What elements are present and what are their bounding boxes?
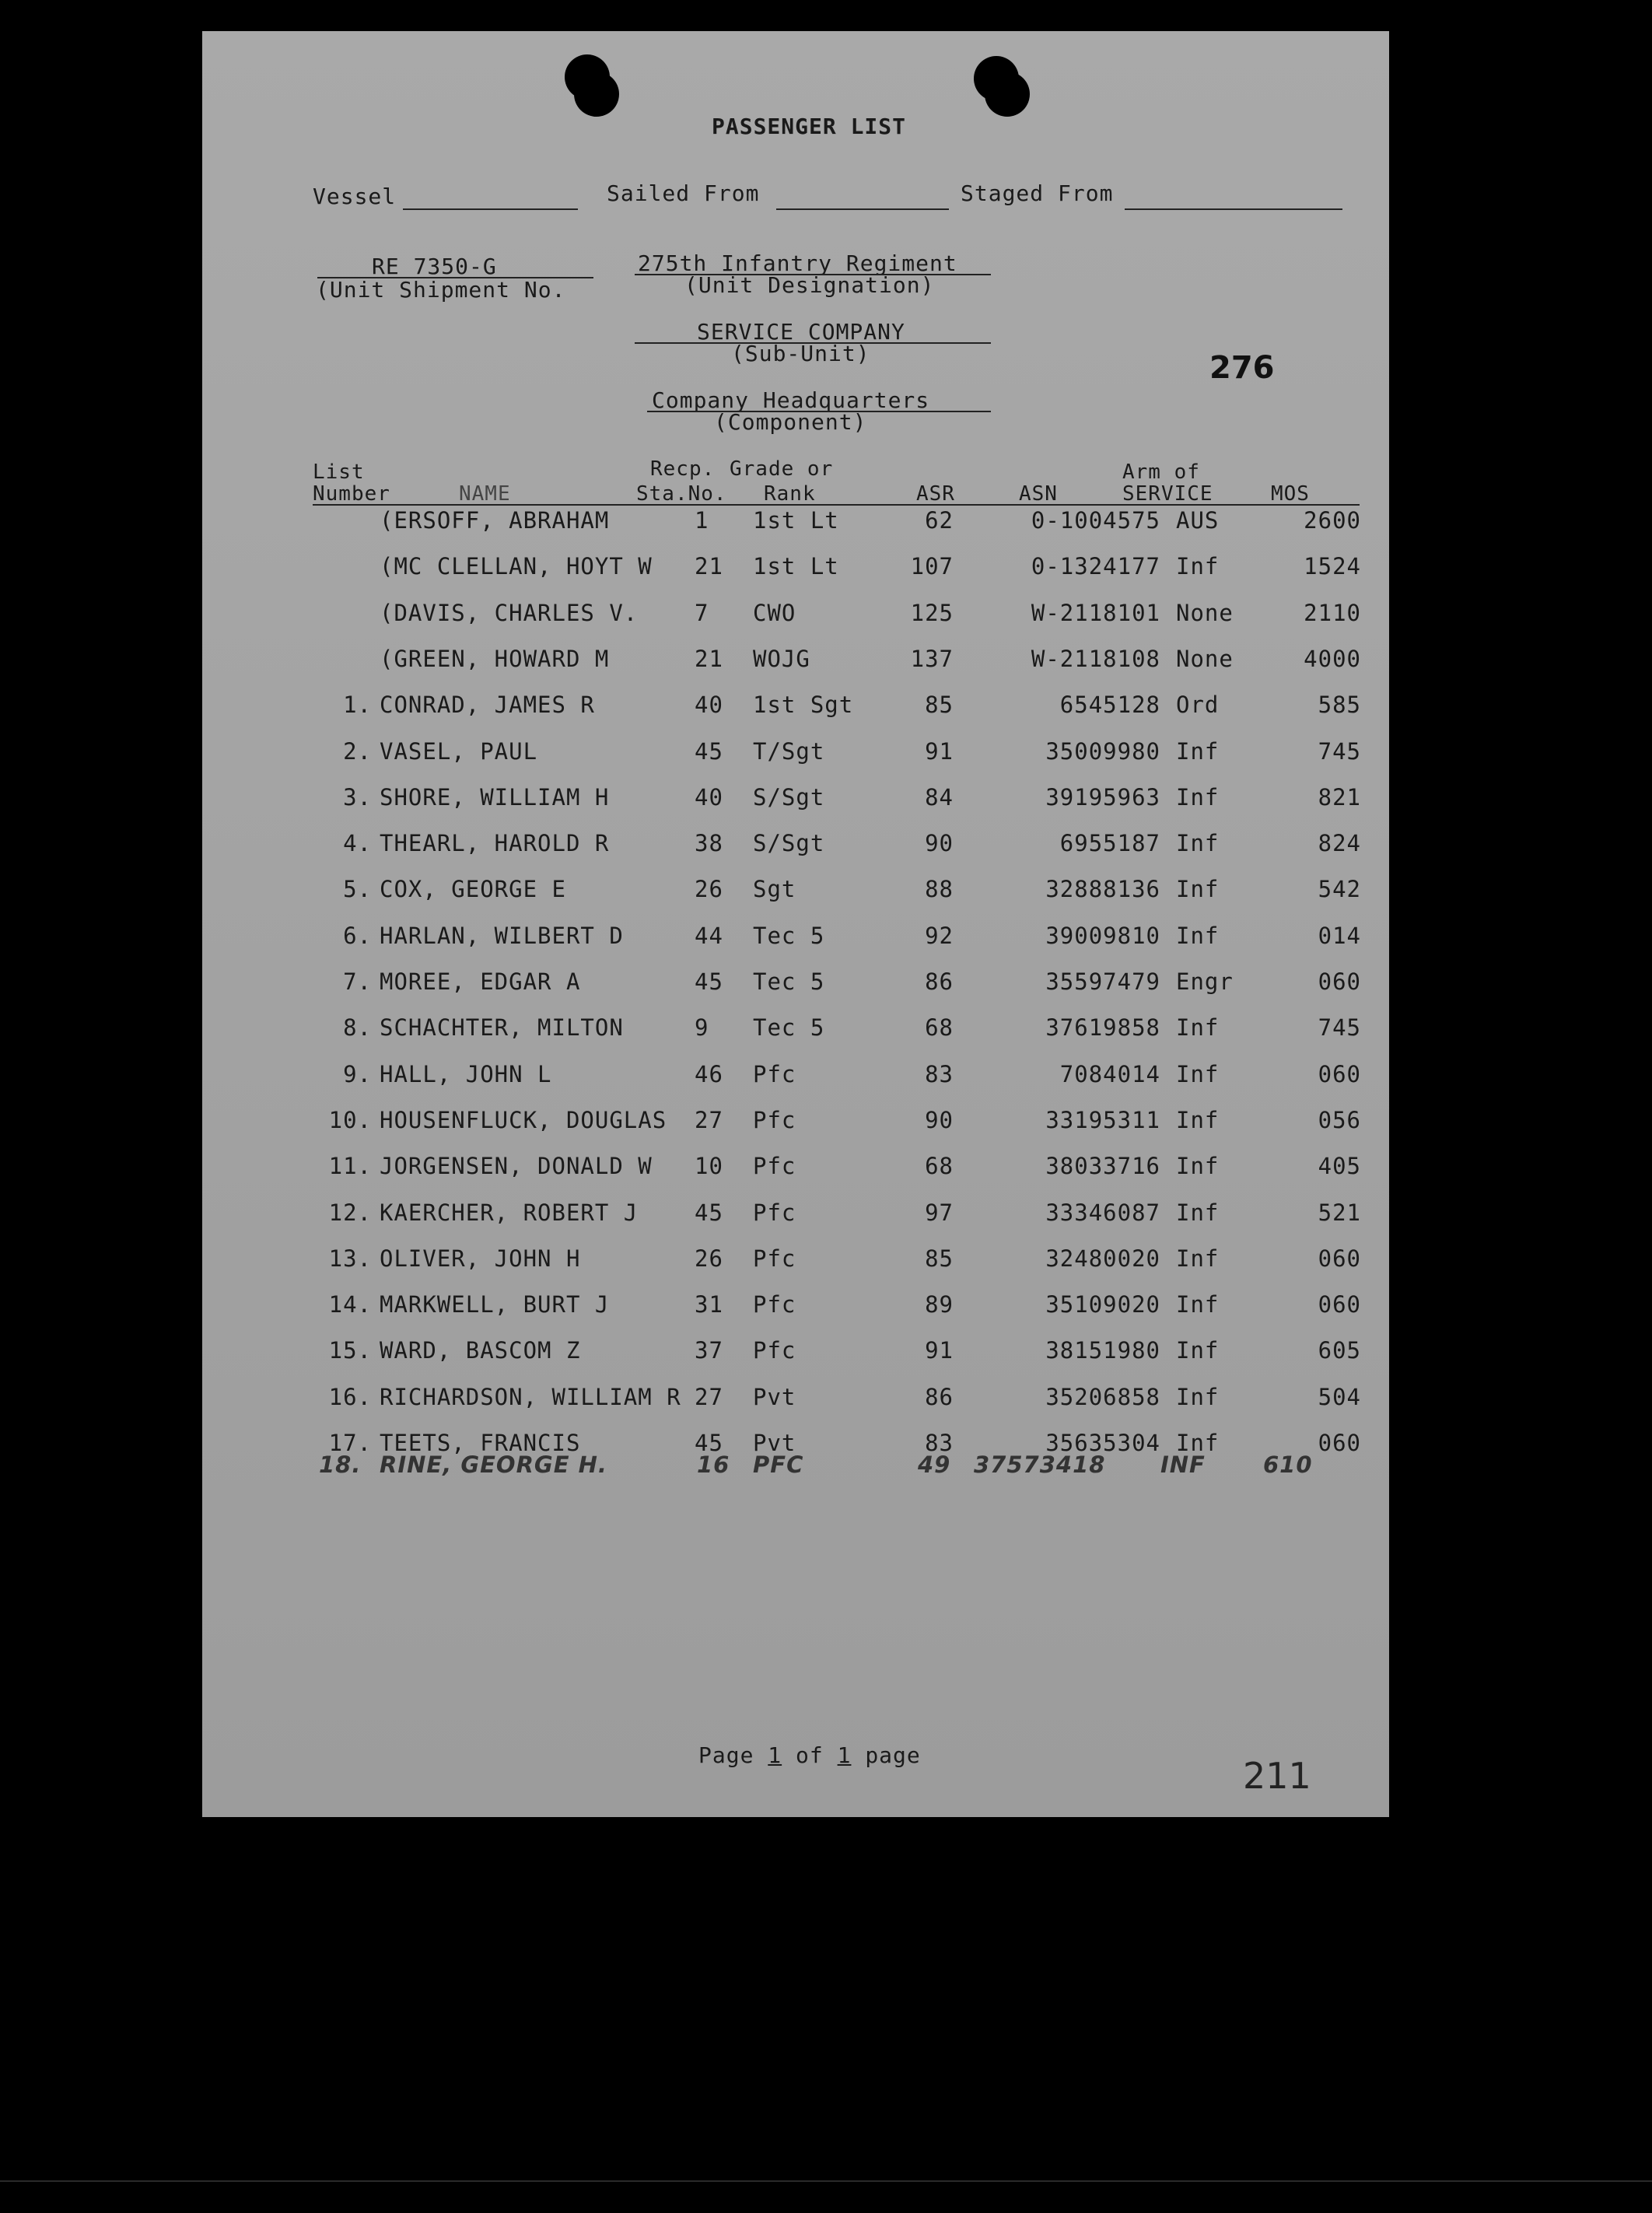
row-name: HARLAN, WILBERT D [380, 922, 624, 949]
row-name: SCHACHTER, MILTON [380, 1014, 624, 1042]
component-caption: (Component) [714, 409, 867, 435]
table-row [202, 646, 1389, 677]
row-asr: 107 [910, 553, 954, 580]
row-mos: 056 [1318, 1106, 1361, 1133]
table-row [202, 1337, 1389, 1368]
row-asn: 7084014 [1059, 1060, 1160, 1087]
row-grade: Sgt [753, 876, 796, 903]
row-mos: 2600 [1304, 507, 1361, 534]
row-recp-sta: 40 [695, 783, 723, 811]
row-recp-sta: 1 [695, 507, 709, 534]
row-name: OLIVER, JOHN H [380, 1245, 581, 1272]
page-word: page [865, 1742, 921, 1768]
header-grade-1: Grade or [730, 457, 834, 481]
table-row [202, 738, 1389, 769]
row-asn: 33346087 [1045, 1199, 1160, 1226]
row-mos: 405 [1318, 1153, 1361, 1180]
row-arm: Inf [1176, 830, 1220, 857]
row-name: RINE, GEORGE H. [380, 1451, 607, 1478]
row-recp-sta: 37 [695, 1337, 723, 1364]
row-recp-sta: 9 [695, 1014, 709, 1042]
row-asr: 92 [925, 922, 954, 949]
row-asr: 68 [925, 1153, 954, 1180]
row-asr: 85 [925, 692, 954, 719]
row-asr: 62 [925, 507, 954, 534]
row-recp-sta: 31 [695, 1291, 723, 1318]
row-name: (DAVIS, CHARLES V. [380, 599, 639, 626]
table-row [202, 553, 1389, 584]
row-asn: W-2118101 [1031, 599, 1160, 626]
row-arm: Inf [1176, 1383, 1220, 1410]
sub-unit: SERVICE COMPANY [697, 319, 905, 345]
row-name: RICHARDSON, WILLIAM R [380, 1383, 681, 1410]
row-asr: 83 [925, 1430, 954, 1456]
row-asn: 35109020 [1045, 1291, 1160, 1318]
row-mos: 060 [1318, 1060, 1361, 1087]
row-recp-sta: 46 [695, 1060, 723, 1087]
row-grade: Pfc [753, 1060, 796, 1087]
row-asn: 39009810 [1045, 922, 1160, 949]
row-arm: AUS [1176, 507, 1220, 534]
row-mos: 610 [1263, 1451, 1313, 1478]
row-grade: WOJG [753, 645, 810, 672]
row-name: TEETS, FRANCIS [380, 1430, 581, 1456]
row-arm: INF [1160, 1451, 1206, 1478]
row-recp-sta: 21 [695, 645, 723, 672]
sailed-from-blank [776, 208, 949, 210]
row-arm: Inf [1176, 1199, 1220, 1226]
row-mos: 2110 [1304, 599, 1361, 626]
row-mos: 014 [1318, 922, 1361, 949]
row-recp-sta: 45 [695, 1430, 723, 1456]
header-grade-2: Rank [764, 482, 816, 506]
row-name: (ERSOFF, ABRAHAM [380, 507, 610, 534]
row-number: 6. [343, 922, 372, 949]
table-row [202, 507, 1389, 538]
component: Company Headquarters [652, 387, 930, 413]
row-mos: 060 [1318, 1291, 1361, 1318]
row-number: 9. [343, 1060, 372, 1087]
row-arm: Inf [1176, 876, 1220, 903]
sub-unit-caption: (Sub-Unit) [731, 341, 870, 366]
header-rule [313, 504, 1360, 506]
row-asr: 90 [925, 830, 954, 857]
page-total: 1 [837, 1742, 852, 1768]
row-asn: 38151980 [1045, 1337, 1160, 1364]
row-asn: W-2118108 [1031, 645, 1160, 672]
row-arm: Inf [1176, 1291, 1220, 1318]
row-mos: 060 [1318, 1430, 1361, 1456]
row-grade: Tec 5 [753, 1014, 825, 1042]
row-arm: Inf [1176, 737, 1220, 765]
row-recp-sta: 21 [695, 553, 723, 580]
row-name: WARD, BASCOM Z [380, 1337, 581, 1364]
row-grade: 1st Lt [753, 507, 839, 534]
row-number: 12. [328, 1199, 372, 1226]
row-number: 4. [343, 830, 372, 857]
page-footer [698, 1742, 921, 1768]
row-recp-sta: 26 [695, 1245, 723, 1272]
row-grade: Pfc [753, 1199, 796, 1226]
row-arm: Inf [1176, 783, 1220, 811]
unit-shipment-caption: (Unit Shipment No. [316, 277, 566, 303]
row-asr: 91 [925, 737, 954, 765]
document-page [202, 31, 1389, 1817]
handwritten-row [202, 1451, 1389, 1483]
row-mos: 1524 [1304, 553, 1361, 580]
staged-from-label: Staged From [961, 180, 1114, 206]
row-asr: 89 [925, 1291, 954, 1318]
table-row [202, 923, 1389, 954]
row-number: 16. [328, 1383, 372, 1410]
row-mos: 824 [1318, 830, 1361, 857]
row-recp-sta: 45 [695, 1199, 723, 1226]
row-arm: Inf [1176, 1153, 1220, 1180]
row-grade: Tec 5 [753, 968, 825, 995]
unit-designation-caption: (Unit Designation) [684, 272, 935, 298]
row-asn: 32888136 [1045, 876, 1160, 903]
row-asr: 91 [925, 1337, 954, 1364]
table-row [202, 784, 1389, 815]
table-row [202, 1245, 1389, 1276]
row-arm: Inf [1176, 1245, 1220, 1272]
row-arm: None [1176, 645, 1234, 672]
row-asn: 39195963 [1045, 783, 1160, 811]
header-arm-1: Arm of [1122, 460, 1200, 484]
row-number: 8. [343, 1014, 372, 1042]
row-name: COX, GEORGE E [380, 876, 566, 903]
row-name: THEARL, HAROLD R [380, 830, 610, 857]
unit-shipment-no: RE 7350-G [372, 254, 497, 279]
row-asn: 38033716 [1045, 1153, 1160, 1180]
row-recp-sta: 45 [695, 968, 723, 995]
table-row [202, 830, 1389, 861]
page-current: 1 [768, 1742, 782, 1768]
row-mos: 4000 [1304, 645, 1361, 672]
row-recp-sta: 16 [697, 1451, 730, 1478]
unit-designation: 275th Infantry Regiment [638, 250, 957, 276]
row-asr: 85 [925, 1245, 954, 1272]
row-number: 15. [328, 1337, 372, 1364]
row-asr: 90 [925, 1106, 954, 1133]
row-mos: 060 [1318, 968, 1361, 995]
header-name: NAME [459, 482, 511, 506]
row-asn: 35206858 [1045, 1383, 1160, 1410]
header-arm-2: SERVICE [1122, 482, 1213, 506]
header-recp-1: Recp. [650, 457, 716, 481]
row-asn: 6545128 [1059, 692, 1160, 719]
row-arm: Ord [1176, 692, 1220, 719]
row-grade: Pvt [753, 1383, 796, 1410]
table-row [202, 1153, 1389, 1184]
header-list-2: Number [313, 482, 390, 506]
row-grade: PFC [753, 1451, 804, 1478]
row-mos: 605 [1318, 1337, 1361, 1364]
row-name: KAERCHER, ROBERT J [380, 1199, 639, 1226]
row-asr: 83 [925, 1060, 954, 1087]
row-grade: Pfc [753, 1245, 796, 1272]
row-recp-sta: 10 [695, 1153, 723, 1180]
row-recp-sta: 44 [695, 922, 723, 949]
punch-hole [985, 72, 1030, 117]
row-grade: Pfc [753, 1337, 796, 1364]
row-number: 11. [328, 1153, 372, 1180]
row-arm: Inf [1176, 1014, 1220, 1042]
row-recp-sta: 7 [695, 599, 709, 626]
handwritten-page-number: 211 [1243, 1755, 1311, 1797]
row-arm: Inf [1176, 1337, 1220, 1364]
row-grade: Pvt [753, 1430, 796, 1456]
row-arm: Inf [1176, 1060, 1220, 1087]
header-asr: ASR [916, 482, 955, 506]
row-asr: 68 [925, 1014, 954, 1042]
row-name: MARKWELL, BURT J [380, 1291, 610, 1318]
table-row [202, 1199, 1389, 1231]
row-arm: Inf [1176, 1106, 1220, 1133]
row-recp-sta: 26 [695, 876, 723, 903]
row-grade: Pfc [753, 1291, 796, 1318]
row-grade: S/Sgt [753, 783, 825, 811]
row-arm: None [1176, 599, 1234, 626]
document-title: PASSENGER LIST [712, 114, 907, 139]
row-arm: Engr [1176, 968, 1234, 995]
row-number: 1. [343, 692, 372, 719]
row-arm: Inf [1176, 922, 1220, 949]
row-asr: 86 [925, 968, 954, 995]
row-number: 10. [328, 1106, 372, 1133]
row-mos: 521 [1318, 1199, 1361, 1226]
row-name: CONRAD, JAMES R [380, 692, 595, 719]
row-asn: 35597479 [1045, 968, 1160, 995]
row-grade: Pfc [753, 1153, 796, 1180]
row-number: 3. [343, 783, 372, 811]
row-number: 17. [328, 1430, 372, 1456]
row-name: JORGENSEN, DONALD W [380, 1153, 653, 1180]
table-row [202, 968, 1389, 1000]
row-arm: Inf [1176, 553, 1220, 580]
table-row [202, 1291, 1389, 1322]
row-number: 14. [328, 1291, 372, 1318]
row-name: HOUSENFLUCK, DOUGLAS [380, 1106, 667, 1133]
row-asn: 37573418 [974, 1451, 1106, 1478]
row-asr: 97 [925, 1199, 954, 1226]
row-number: 2. [343, 737, 372, 765]
vessel-label: Vessel [313, 184, 397, 209]
row-name: VASEL, PAUL [380, 737, 538, 765]
row-name: SHORE, WILLIAM H [380, 783, 610, 811]
table-row [202, 1384, 1389, 1415]
row-asn: 32480020 [1045, 1245, 1160, 1272]
staged-from-blank [1125, 208, 1342, 210]
row-mos: 821 [1318, 783, 1361, 811]
row-mos: 585 [1318, 692, 1361, 719]
row-asn: 37619858 [1045, 1014, 1160, 1042]
row-grade: Tec 5 [753, 922, 825, 949]
row-name: HALL, JOHN L [380, 1060, 552, 1087]
row-number: 7. [343, 968, 372, 995]
row-asr: 84 [925, 783, 954, 811]
row-asr: 86 [925, 1383, 954, 1410]
row-asr: 137 [910, 645, 954, 672]
table-row [202, 600, 1389, 631]
row-number: 18. [319, 1451, 362, 1478]
stamp-number: 276 [1209, 350, 1275, 386]
row-recp-sta: 40 [695, 692, 723, 719]
row-recp-sta: 27 [695, 1383, 723, 1410]
row-grade: T/Sgt [753, 737, 825, 765]
row-number: 13. [328, 1245, 372, 1272]
row-recp-sta: 45 [695, 737, 723, 765]
header-asn: ASN [1019, 482, 1058, 506]
row-grade: Pfc [753, 1106, 796, 1133]
table-row [202, 876, 1389, 907]
page-label: Page [698, 1742, 754, 1768]
row-mos: 745 [1318, 1014, 1361, 1042]
row-mos: 745 [1318, 737, 1361, 765]
row-asn: 33195311 [1045, 1106, 1160, 1133]
row-mos: 542 [1318, 876, 1361, 903]
table-row [202, 1107, 1389, 1138]
row-asr: 88 [925, 876, 954, 903]
row-name: (MC CLELLAN, HOYT W [380, 553, 653, 580]
page-of: of [796, 1742, 824, 1768]
header-recp-2: Sta.No. [636, 482, 727, 506]
table-row [202, 1061, 1389, 1092]
row-recp-sta: 38 [695, 830, 723, 857]
row-recp-sta: 27 [695, 1106, 723, 1133]
row-number: 5. [343, 876, 372, 903]
row-asn: 35635304 [1045, 1430, 1160, 1456]
row-asn: 0-1004575 [1031, 507, 1160, 534]
row-grade: 1st Sgt [753, 692, 854, 719]
row-arm: Inf [1176, 1430, 1220, 1456]
row-grade: 1st Lt [753, 553, 839, 580]
row-name: MOREE, EDGAR A [380, 968, 581, 995]
row-asn: 6955187 [1059, 830, 1160, 857]
table-row [202, 1014, 1389, 1045]
row-name: (GREEN, HOWARD M [380, 645, 610, 672]
header-mos: MOS [1271, 482, 1310, 506]
row-grade: CWO [753, 599, 796, 626]
row-mos: 060 [1318, 1245, 1361, 1272]
vessel-blank [403, 208, 578, 210]
sailed-from-label: Sailed From [607, 180, 760, 206]
row-mos: 504 [1318, 1383, 1361, 1410]
row-asn: 0-1324177 [1031, 553, 1160, 580]
scan-edge-line [0, 2180, 1652, 2182]
row-asr: 125 [910, 599, 954, 626]
row-asr: 49 [918, 1451, 951, 1478]
row-grade: S/Sgt [753, 830, 825, 857]
punch-hole [574, 72, 619, 117]
table-row [202, 692, 1389, 723]
header-list-1: List [313, 460, 365, 484]
row-asn: 35009980 [1045, 737, 1160, 765]
